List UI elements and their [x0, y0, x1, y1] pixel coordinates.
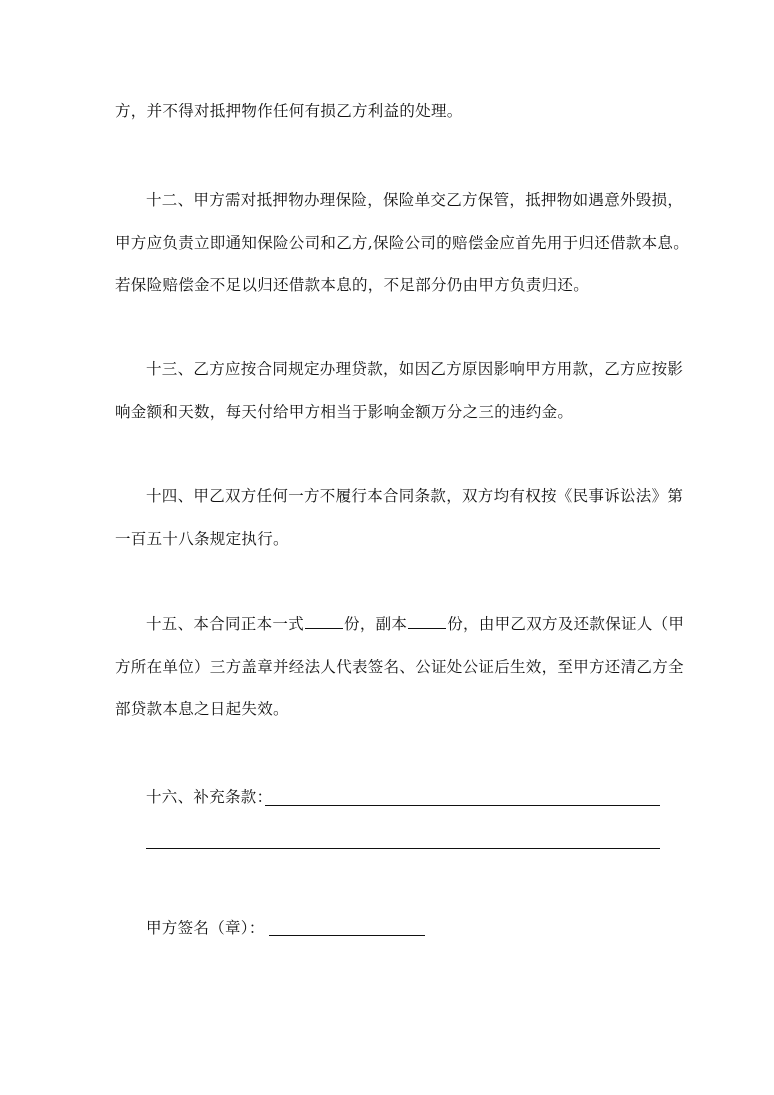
clause-15-line-2: 方所在单位）三方盖章并经法人代表签名、公证处公证后生效，至甲方还清乙方全 [115, 658, 684, 676]
clause-12-line-2: 甲方应负责立即通知保险公司和乙方,保险公司的赔偿金应首先用于归还借款本息。 [115, 234, 690, 252]
party-a-signature-label: 甲方签名（章）： [146, 919, 265, 937]
clause-13-line-2: 响金额和天数，每天付给甲方相当于影响金额万分之三的违约金。 [115, 403, 574, 421]
clause-15-text-a: 十五、本合同正本一式 [146, 615, 305, 633]
clause-15-line-1 [146, 614, 684, 634]
duplicate-copies-blank[interactable] [408, 614, 446, 629]
clause-14-line-2: 一百五十八条规定执行。 [115, 530, 289, 548]
supplementary-terms-line-1[interactable] [265, 805, 660, 806]
clause-12-line-1: 十二、甲方需对抵押物办理保险，保险单交乙方保管，抵押物如遇意外毁损， [146, 191, 684, 209]
clause-13-line-1: 十三、乙方应按合同规定办理贷款，如因乙方原因影响甲方用款，乙方应按影 [146, 360, 684, 378]
supplementary-terms-line-2[interactable] [146, 848, 660, 849]
clause-12-line-3: 若保险赔偿金不足以归还借款本息的，不足部分仍由甲方负责归还。 [115, 276, 590, 294]
clause-16-label: 十六、补充条款： [146, 788, 273, 806]
party-a-signature-line[interactable] [269, 935, 425, 936]
clause-14-line-1: 十四、甲乙双方任何一方不履行本合同条款，双方均有权按《民事诉讼法》第 [146, 487, 684, 505]
clause-15-line-3: 部贷款本息之日起失效。 [115, 700, 289, 718]
clause-15-text-b: 份，副本 [344, 615, 408, 633]
original-copies-blank[interactable] [305, 614, 343, 629]
clause-11-tail: 方，并不得对抵押物作任何有损乙方利益的处理。 [115, 102, 463, 120]
clause-15-text-c: 份，由甲乙双方及还款保证人（甲 [447, 615, 685, 633]
